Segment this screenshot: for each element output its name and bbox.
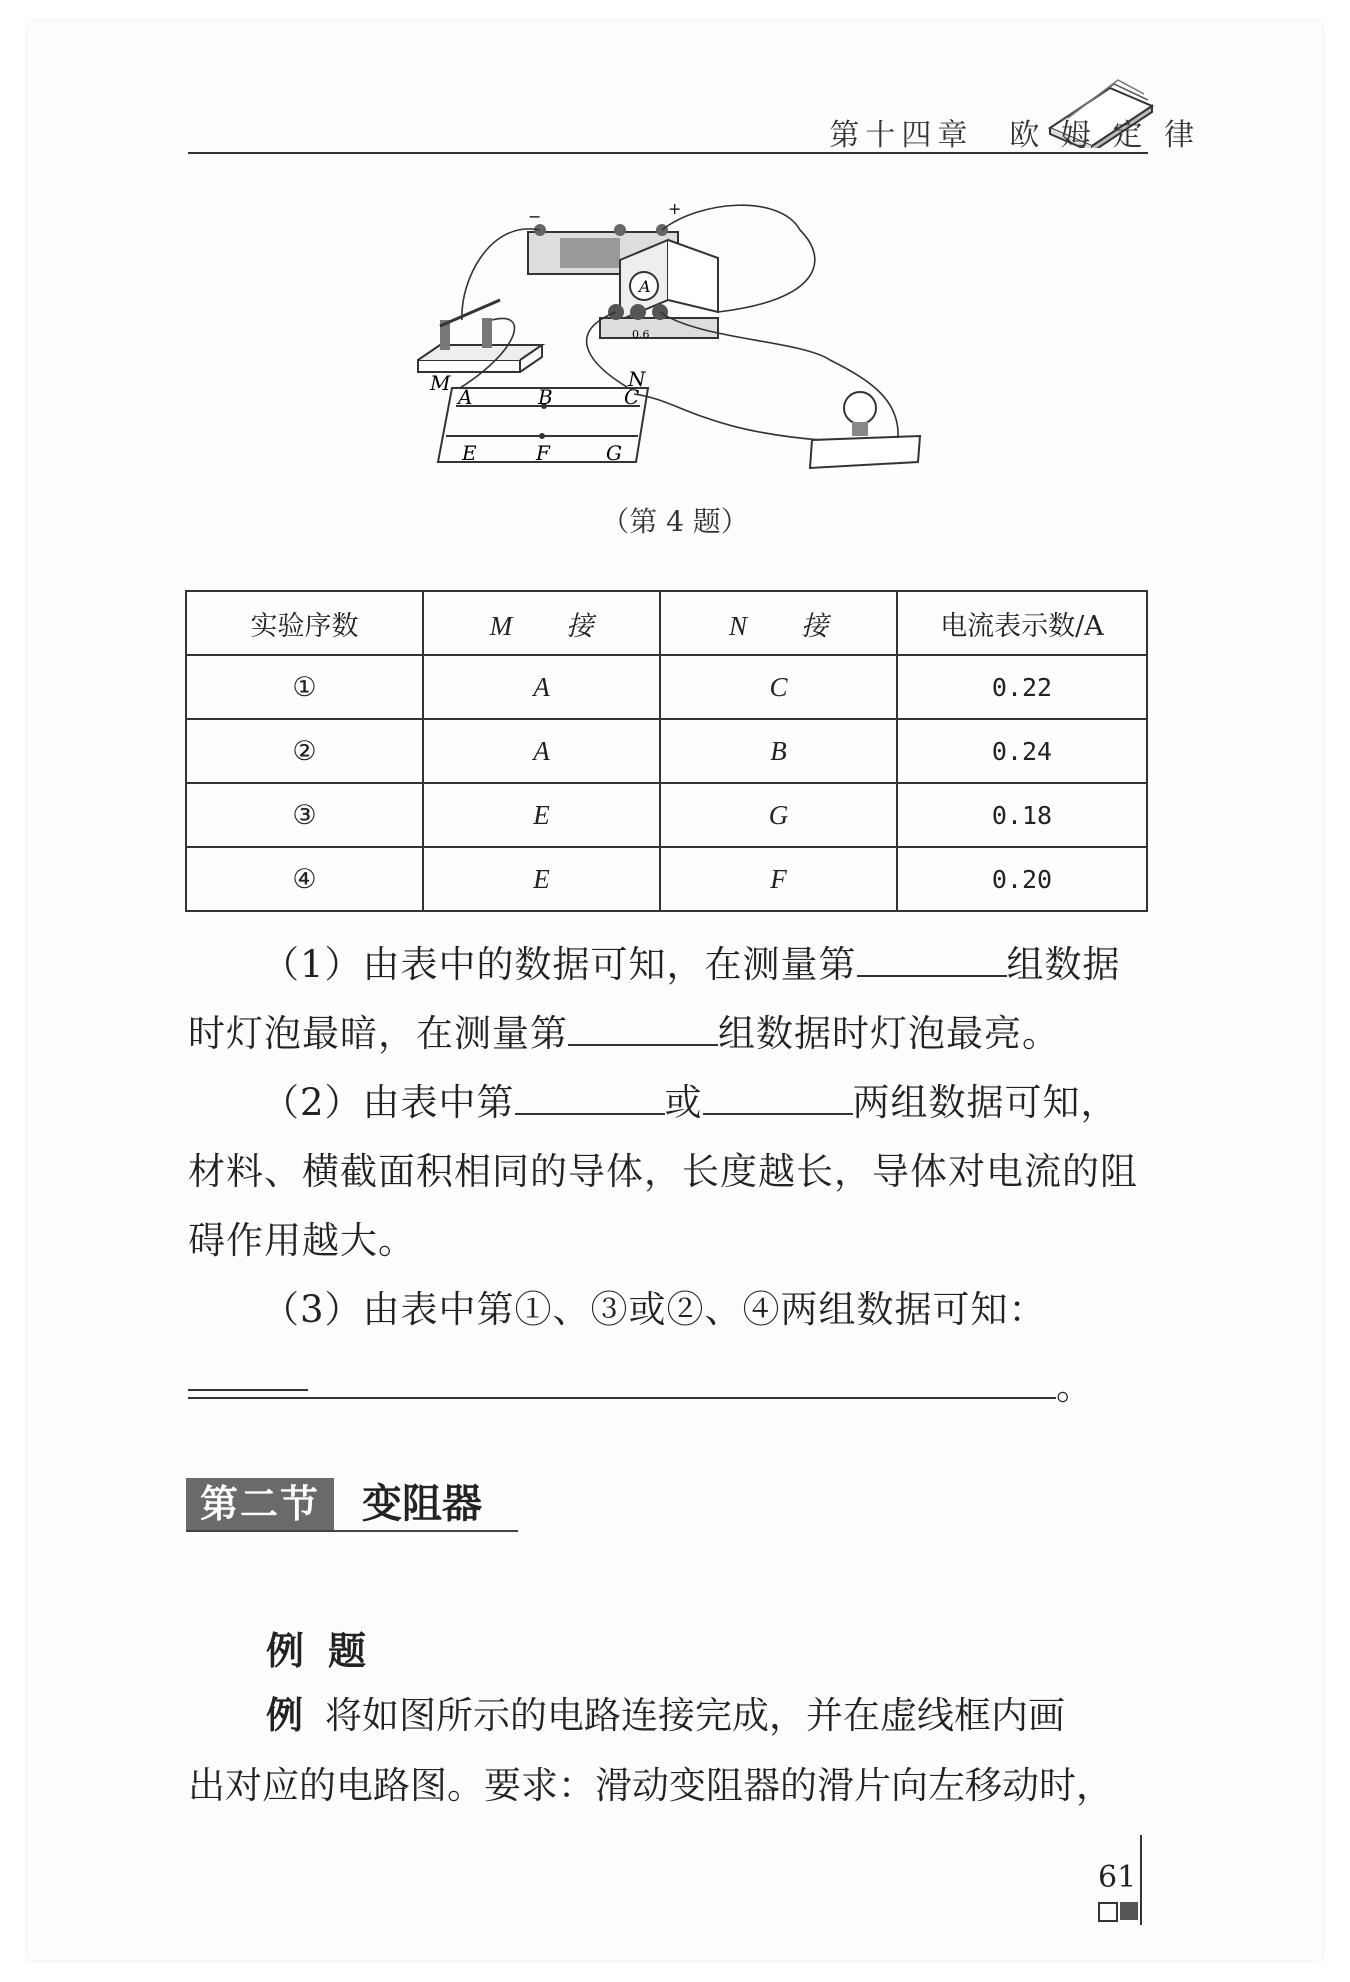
cell-n: G — [660, 783, 897, 847]
data-table — [185, 590, 1148, 912]
q2-text-c: 两组数据可知， — [852, 1081, 1119, 1124]
example-line-2: 出对应的电路图。要求：滑动变阻器的滑片向左移动时， — [188, 1764, 1113, 1807]
q1-text-d: 组数据时灯泡最亮。 — [718, 1012, 1060, 1055]
table-row — [186, 847, 1147, 911]
page-number-rule — [1140, 1835, 1142, 1925]
cell-m: E — [423, 847, 660, 911]
q2-text-e: 碍作用越大。 — [188, 1219, 416, 1262]
cell-trial: ④ — [186, 847, 423, 911]
cell-m: A — [423, 655, 660, 719]
header-current: 电流表示数/A — [897, 591, 1147, 655]
table-row — [186, 655, 1147, 719]
example-text — [188, 1680, 1148, 1821]
answer-blank[interactable] — [857, 939, 1007, 977]
label-F: F — [536, 441, 550, 465]
answer-blank[interactable] — [568, 1008, 718, 1046]
cell-n: B — [660, 719, 897, 783]
cell-trial: ③ — [186, 783, 423, 847]
answer-blank[interactable] — [515, 1077, 665, 1115]
battery-plus: + — [668, 200, 682, 218]
q2-text-a: （2）由表中第 — [262, 1081, 515, 1124]
page-number: 61 — [1098, 1860, 1137, 1895]
label-A: A — [458, 385, 473, 409]
cell-m: E — [423, 783, 660, 847]
q3-text-a: （3）由表中第①、③或②、④两组数据可知： — [262, 1288, 1047, 1331]
header-trial: 实验序数 — [186, 591, 423, 655]
q1-text-c: 时灯泡最暗，在测量第 — [188, 1012, 568, 1055]
label-N: N — [628, 367, 646, 391]
table-row — [186, 783, 1147, 847]
wires — [460, 205, 898, 440]
answer-blank[interactable] — [703, 1077, 853, 1115]
circuit-figure — [400, 200, 940, 490]
page-square-outline — [1098, 1902, 1118, 1922]
example-label: 例 — [266, 1693, 303, 1737]
q1-text-a: （1）由表中的数据可知，在测量第 — [262, 943, 857, 986]
section-title: 变阻器 — [362, 1480, 482, 1527]
header-m: M 接 — [423, 591, 660, 655]
label-B: B — [538, 385, 553, 409]
q1-text-b: 组数据 — [1006, 943, 1121, 986]
answer-blank[interactable] — [188, 1361, 1056, 1399]
wire-board — [429, 367, 648, 465]
label-C: C — [624, 385, 640, 409]
lamp — [810, 392, 920, 468]
battery-minus: − — [528, 207, 542, 226]
cell-trial: ② — [186, 719, 423, 783]
page-square-filled — [1120, 1902, 1138, 1920]
chapter-title: 第十四章 欧 姆 定 律 — [829, 118, 1200, 153]
label-G: G — [606, 441, 622, 465]
section-badge: 第二节 — [186, 1478, 334, 1530]
question-3-line-2 — [188, 1352, 1148, 1421]
cell-current: 0.20 — [897, 847, 1147, 911]
ammeter-scale: 0.6 — [632, 328, 650, 341]
question-1 — [188, 930, 1148, 1068]
label-E: E — [462, 441, 477, 465]
cell-n: C — [660, 655, 897, 719]
section-rule — [186, 1530, 518, 1532]
example-heading: 例题 — [266, 1628, 391, 1673]
cell-n: F — [660, 847, 897, 911]
figure-caption: （第 4 题） — [601, 505, 749, 538]
question-2 — [188, 1068, 1148, 1275]
table-row — [186, 719, 1147, 783]
example-line-1: 将如图所示的电路连接完成，并在虚线框内画 — [325, 1694, 1065, 1737]
cell-trial: ① — [186, 655, 423, 719]
cell-current: 0.18 — [897, 783, 1147, 847]
q2-text-d: 材料、横截面积相同的导体，长度越长，导体对电流的阻 — [188, 1150, 1138, 1193]
label-M: M — [430, 371, 451, 395]
q2-text-b: 或 — [664, 1081, 703, 1124]
ammeter-symbol: A — [639, 277, 651, 296]
cell-m: A — [423, 719, 660, 783]
header-rule — [188, 152, 1148, 154]
switch — [418, 300, 542, 372]
cell-current: 0.24 — [897, 719, 1147, 783]
cell-current: 0.22 — [897, 655, 1147, 719]
header-n: N 接 — [660, 591, 897, 655]
table-header-row — [186, 591, 1147, 655]
q3-end-text: 。 — [1056, 1365, 1094, 1408]
